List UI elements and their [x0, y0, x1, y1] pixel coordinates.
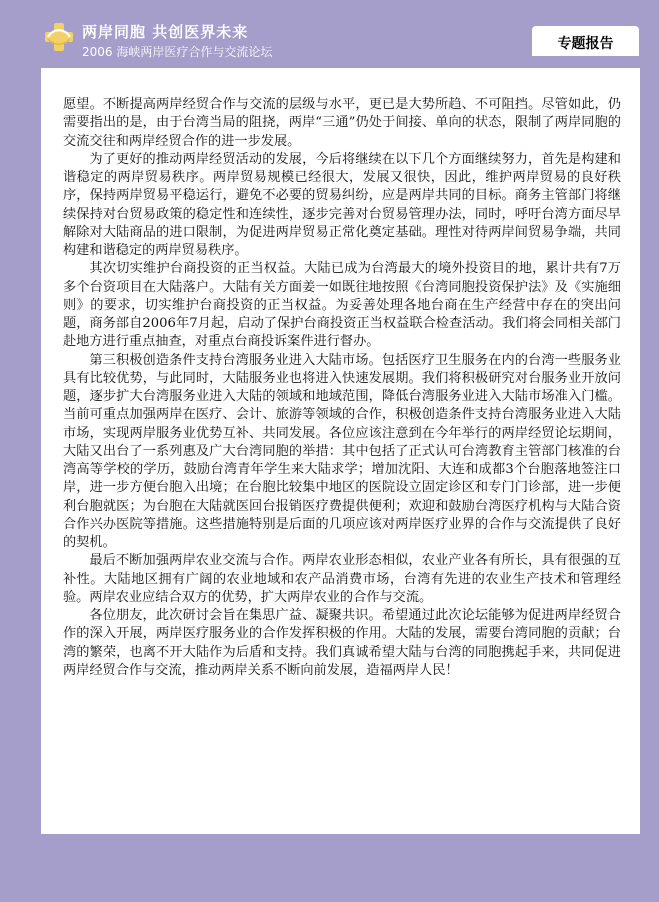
- article-paragraph-4: 第三积极创造条件支持台湾服务业进入大陆市场。包括医疗卫生服务在内的台湾一些服务业具有比较优势，与此同时，大陆服务业也将进入快速发展期。我们将积极研究对台服务业开放问题，逐步扩大台湾服务业进入大陆的领域和地域范围，降低台湾服务业进入大陆市场准入门槛。当前可重点加强两岸在医疗、会计、旅游等领域的合作，积极创造条件支持台湾服务业进入大陆市场，实现两岸服务业优势互补、共同发展。各位应该注意到在今年举行的两岸经贸论坛期间，大陆又出台了一系列惠及广大台湾同胞的举措：其中包括了正式认可台湾教育主管部门核准的台湾高等学校的学历，鼓励台湾青年学生来大陆求学；增加沈阳、大连和成都3个台胞落地签注口岸，进一步方便台胞入出境；在台胞比较集中地区的医院设立固定诊区和专门门诊部，进一步便利台胞就医；为台胞在大陆就医回台报销医疗费提供便利；欢迎和鼓励台湾医疗机构与大陆合资合作兴办医院等措施。这些措施特别是后面的几项应该对两岸医疗业界的合作与交流提供了良好的契机。: [63, 352, 621, 550]
- section-label: 专题报告: [557, 36, 614, 52]
- brand-subtitle: 2006 海峡两岸医疗合作与交流论坛: [82, 45, 273, 59]
- article-paragraph-3: 其次切实维护台商投资的正当权益。大陆已成为台湾最大的境外投资目的地，累计共有7万多个台资项目在大陆落户。大陆有关方面姜一如既往地按照《台湾同胞投资保护法》及《实施细则》的要求，切实维护台商投资的正当权益。为妥善处理各地台商在生产经营中存在的突出问题，商务部自2006年7月起，启动了保护台商投资正当权益联合检查活动。我们将会同相关部门赴地方进行重点抽查，对重点台商投诉案件进行督办。: [63, 261, 621, 350]
- article-body: [63, 96, 621, 680]
- article-paragraph-6: 各位朋友，此次研讨会旨在集思广益、凝聚共识。希望通过此次论坛能够为促进两岸经贸合作的深入开展，两岸医疗服务业的合作发挥积极的作用。大陆的发展，需要台湾同胞的贡献；台湾的繁荣，也离不开大陆作为后盾和支持。我们真诚希望大陆与台湾的同胞携起手来，共同促进两岸经贸合作与交流，推动两岸关系不断向前发展，造福两岸人民！: [63, 608, 621, 678]
- section-tab: [532, 26, 639, 56]
- article-paragraph-5: 最后不断加强两岸农业交流与合作。两岸农业形态相似，农业产业各有所长，具有很强的互补性。大陆地区拥有广阔的农业地域和农产品消费市场，台湾有先进的农业生产技术和管理经验。两岸农业应结合双方的优势，扩大两岸农业的合作与交流。: [63, 553, 621, 605]
- article-paragraph-1: 愿望。不断提高两岸经贸合作与交流的层级与水平，更已是大势所趋、不可阻挡。尽管如此，仍需要指出的是，由于台湾当局的阻挠，两岸“三通”仍处于间接、单向的状态，限制了两岸同胞的交流交往和两岸经贸合作的进一步发展。: [63, 97, 621, 149]
- left-margin-band: [0, 68, 41, 834]
- right-margin-band: [640, 68, 659, 834]
- footer-band: [0, 834, 659, 902]
- header-band: [0, 0, 659, 68]
- brand-title: 两岸同胞 共创医界未来: [82, 23, 249, 41]
- article-paragraph-2: 为了更好的推动两岸经贸活动的发展，今后将继续在以下几个方面继续努力，首先是构建和谐稳定的两岸贸易秩序。两岸贸易规模已经很大，发展又很快，因此，维护两岸贸易的良好秩序，保持两岸贸易平稳运行，避免不必要的贸易纠纷，应是两岸共同的目标。商务主管部门将继续保持对台贸易政策的稳定性和连续性，逐步完善对台贸易管理办法，同时，呼吁台湾方面尽早解除对大陆商品的进口限制，为促进两岸贸易正常化奠定基础。理性对待两岸间贸易争端，共同构建和谐稳定的两岸贸易秩序。: [63, 151, 621, 258]
- medical-cross-logo-icon: [44, 22, 74, 52]
